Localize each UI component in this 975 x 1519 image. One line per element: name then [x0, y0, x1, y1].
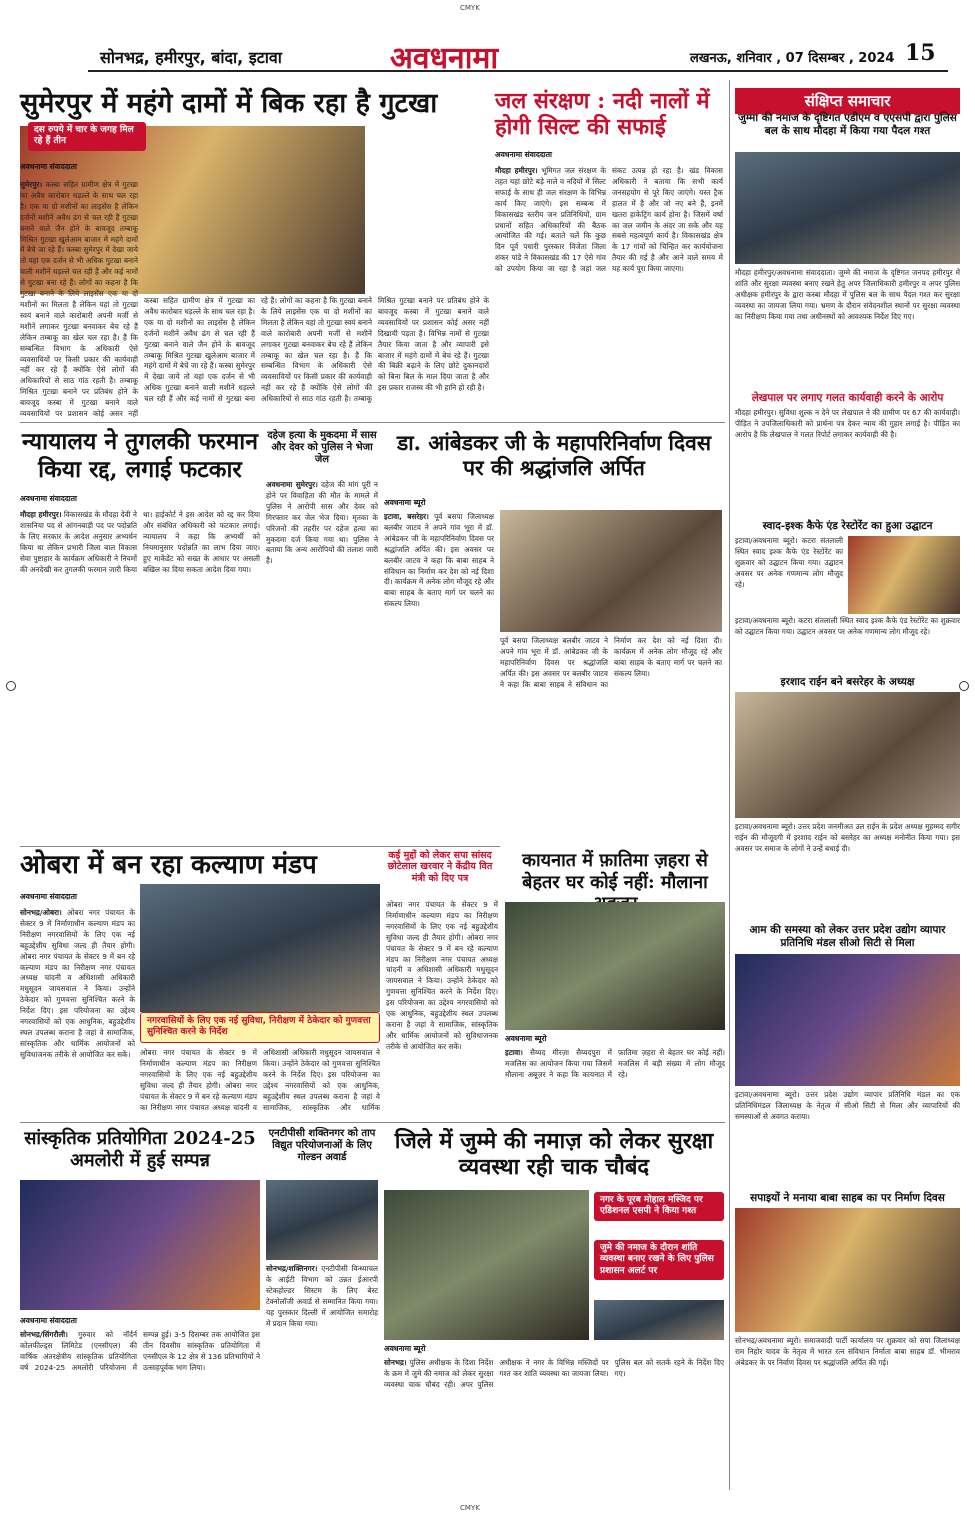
article-text: कस्बा सहित ग्रामीण क्षेत्र में गुटखा का अवैध कारोबार धड़ल्ले के साथ चल रहा है। एक या दो मशीनों का लाइसेंस है लेकिन दर्जनों मशीनें अवैध ढंग से चल रही हैं गुटखा बनाने वाले जैन होने के बावजूद तम्बाकू मिश्रित गुटखा खुलेआम बाजार में महंगे दामों में बेचे जा रहे हैं। कस्बा सुमेरपुर में देखा जाये तो यहां एक दर्जन से भी अधिक गुटखा बनाने वाली मशीनें धड़ल्ले चल रही हैं और कई नामों से गुटखा बना रहे हैं। लोगों का कहना है कि गुटखा बनाने के लिये लाइसेंस एक या दो मशीनों का मिलता है लेकिन यहां तो गुटखा स्वयं बनाने वाले कारोबारी अपनी मर्जी से मशीनें लगाकर गुटखा बनवाकर बेच रहे हैं लेकिन तम्बाकू का खेल चल रहा है। हैं कि सम्बन्धित विभाग के अधिकारी ऐसे व्यवसायियों पर किसी प्रकार की कार्यवाही नहीं कर रहे हैं क्योंकि ऐसे लोगों की अधिकारियों से साठ गांठ रहती है। तम्बाकू मिश्रित गुटखा बनाने पर प्रतिबंध होने के बावजूद कस्बा में गुटखा बनाने वाले व्यवसायियों पर प्रशासन कोई असर नहीं	[20, 180, 138, 419]
article-text: सैय्यद मीरज़ा सैय्यदपुरा में मजलिस का आयोजन किया गया जिसमें मौलाना अबूज़र ने कहा कि कायनात में फ़ातिमा ज़हरा से बेहतर घर कोई नहीं। मजलिस में बड़ी संख्या में लोग मौजूद रहे।	[505, 1048, 725, 1079]
photo-cafe	[848, 536, 960, 614]
byline: अवधनामा ब्यूरो	[384, 498, 426, 507]
article-text: दहेज की मांग पूरी न होने पर विवाहिता की मौत के मामले में पुलिस ने आरोपी सास और देवर को गिरफ्तार कर जेल भेज दिया। मृतका के परिजनों की तहरीर पर दहेज हत्या का मुकदमा दर्ज किया गया था। पुलिस ने बताया कि अन्य आरोपियों की तलाश जारी है।	[266, 480, 378, 566]
registration-mark-icon	[959, 681, 969, 691]
byline: अवधनामा संवाददाता	[20, 1316, 77, 1325]
byline: अवधनामा ब्यूरो	[384, 1344, 426, 1353]
dateline: सोनभद्र/सिंगरौली।	[20, 1330, 68, 1339]
photo-obra	[140, 884, 380, 1012]
cmyk-label: CMYK	[460, 1504, 480, 1512]
photo-patrol	[735, 152, 960, 264]
headline-water	[495, 88, 725, 141]
article-text: पूर्व बसपा जिलाध्यक्ष बलबीर जाटव ने अपने गांव भूरा में डॉ. आंबेडकर जी के महापरिनिर्वाण दिवस पर श्रद्धांजलि अर्पित की। इस अवसर पर बलबीर जाटव ने कहा कि बाबा साहब ने संविधान का निर्माण कर देश को नई दिशा दी। कार्यक्रम में अनेक लोग मौजूद रहे और बाबा साहब के बताए मार्ग पर चलने का संकल्प लिया।	[384, 512, 494, 609]
headline-ntpc: एनटीपीसी शक्तिनगर को ताप विद्युत परियोजनाओं के लिए गोल्डन अवार्ड	[268, 1128, 376, 1163]
dateline: सोनभद्र/शक्तिनगर।	[266, 1264, 318, 1273]
dateline: सोनभद्र।	[384, 1358, 407, 1367]
article-text: भूमिगत जल संरक्षण के तहत यहां छोटे बड़े नाले व नदियों में सिल्ट सफाई के साथ ही जल संरक्षण के विभिन्न कार्य किए जाएंगे। इस सम्बन्ध में विकासखंड स्तरीय जन प्रतिनिधियों, ग्राम प्रधानों सहित अधिकारियों की बैठक आयोजित की गई। बताते चलें कि कुछ दिन पूर्व पधारी पुरस्कार विजेता जिला शंकर पांडे ने विकासखंड की 17 ऐसे गांव को उपयोग किया जा रहा है जहां जल संकट उत्पन्न हो रहा है। खंड विकास अधिकारी ने बताया कि सभी कार्य जनसहयोग से पूरे किए जाएंगे। यस्त ट्रैक हालत में है और जो नए बने हैं, इनमें खतरा हाकेट्रिंग कार्य होना है। जिसमें वर्षा का जल जमीन के अंदर जा सके और यह सबसे महत्वपूर्ण कार्य है। विकासखंड क्षेत्र के 17 गांवों को चिन्हित कर कार्ययोजना तैयार की गई है और आने वाले समय में यह कार्य पूरा किया जाएगा।	[495, 166, 723, 274]
photo-traders	[735, 954, 960, 1086]
article-text: गुरुवार को नॉर्दर्न कोलफील्ड्स लिमिटेड (एनसीएल) की वार्षिक अंतरक्षेत्रीय सांस्कृतिक प्रतियोगिता वर्ष 2024-25 अमलोरी परियोजना में सम्पन्न हुई। 3-5 दिसम्बर तक आयोजित इस तीन दिवसीय सांस्कृतिक प्रतियोगिता में एनसीएल के 12 क्षेत्र से 136 प्रतिभागियों ने उत्साहपूर्वक भाग लिया।	[20, 1330, 260, 1372]
divider	[20, 422, 725, 423]
column-divider	[729, 80, 730, 1490]
byline: अवधनामा संवाददाता	[20, 494, 77, 503]
side-text-1: मौदहा हमीरपुर/अवधनामा संवाददाता। जुम्मे की नमाज के दृष्टिगत जनपद हमीरपुर में शांति और सुरक्षा व्यवस्था बनाए रखने हेतु अपर जिलाधिकारी हमीरपुर व अपर पुलिस अधीक्षक हमीरपुर के द्वारा कस्बा मौदहा में पुलिस बल के साथ पैदल गश्त कर सुरक्षा व्यवस्था का जायजा लिया गया। भ्रमण के दौरान संवेदनशील स्थानों पर सुरक्षा व्यवस्था का निरीक्षण किया गया तथा अधीनस्थों को आवश्यक निर्देश दिए गए।	[735, 268, 960, 321]
article-text: ओबरा नगर पंचायत के सेक्टर 9 में निर्माणाधीन कल्याण मंडप का निरीक्षण नगरवासियों के लिए एक नई बहुउद्देशीय सुविधा जल्द ही तैयार होगी। ओबरा नगर पंचायत के सेक्टर 9 में बन रहे कल्याण मंडप का निरीक्षण नगर पंचायत अध्यक्ष चांदनी व अधिशासी अधिकारी मधुसूदन जायसवाल ने किया। उन्होंने ठेकेदार को गुणवत्ता सुनिश्चित करने के निर्देश दिए। इस परियोजना का उद्देश्य नगरवासियों को एक आधुनिक, बहुउद्देशीय स्थल उपलब्ध कराना है जहां वे सामाजिक, सांस्कृतिक और धार्मिक आयोजनों को सुविधाजनक तरीके से आयोजित कर सकें।	[20, 908, 135, 1059]
byline: अवधनामा ब्यूरो	[505, 1034, 547, 1043]
divider	[20, 1122, 725, 1123]
header-date: लखनऊ, शनिवार , 07 दिसम्बर , 2024	[690, 51, 895, 66]
article-body	[384, 512, 494, 842]
dateline: सुमेरपुर।	[20, 180, 43, 189]
photo-ambedkar	[500, 510, 722, 632]
article-text: विकासखंड के मौदहा देवी ने शासनिया पद से आंगनबाड़ी पद पर पदोन्नति के लिए सरकार के आदेश अनुसार अभ्यर्थन किया था लेकिन प्रभारी जिला बाल विकास सेवा पुष्टाहार के कार्यक्रम अधिकारी ने नियमों की अनदेखी कर तुगलकी फरमान जारी किया था। हाईकोर्ट ने इस आदेश को रद्द कर दिया और संबंधित अधिकारी को फटकार लगाई। न्यायालय ने कहा कि अभ्यर्थी को नियमानुसार पदोन्नति का लाभ दिया जाए। हुए माकेंडेंट को सख्त के आधार पर असली बखिल का दिया सकता आदेश दिया गया।	[20, 510, 260, 574]
article-body	[266, 1264, 378, 1490]
cmyk-label: CMYK	[460, 4, 480, 12]
byline: अवधनामा संवाददाता	[495, 150, 552, 159]
article-body	[384, 1358, 724, 1490]
side-headline-6: सपाइयों ने मनाया बाबा साहब का पर निर्माण दिवस	[750, 1192, 945, 1204]
side-text-4: इटावा/अवधनामा ब्यूरो। उत्तर प्रदेश जनमीअत उल राईन के प्रदेश अध्यक्ष मुहम्मद सगीर राईन की मौजूदगी में इरशाद राईन को बसरेहर का अध्यक्ष मनोनीत किया गया। इस अवसर पर समाज के लोगों ने उन्हें बधाई दी।	[735, 822, 960, 853]
headline-ambedkar: डा. आंबेडकर जी के महापरिनिर्वाण दिवस पर की श्रद्धांजलि अर्पित	[396, 430, 712, 481]
side-text-3b: इटावा/अवधनामा ब्यूरो। कटरा संतलाली स्थित स्वाद इश्क कैफे एंड रेस्टोरेंट का शुक्रवार को उद्घाटन किया गया। उद्घाटन अवसर पर अनेक गणमान्य लोग मौजूद रहे।	[735, 616, 960, 636]
headline-court: न्यायालय ने तुगलकी फरमान किया रद्द, लगाई फटकार	[22, 428, 258, 483]
photo-irshad	[735, 692, 960, 818]
article-body	[20, 510, 260, 840]
side-headline-2: लेखपाल पर लगाए गलत कार्यवाही करने के आरोप	[751, 392, 944, 404]
photo-ntpc	[266, 1180, 378, 1260]
divider	[20, 846, 500, 847]
byline: अवधनामा संवाददाता	[20, 162, 77, 171]
article-text: पुलिस अधीक्षक के दिशा निर्देश के क्रम में जुमे की नमाज को लेकर सुरक्षा व्यवस्था चाक चौबंद रही। अपर पुलिस अधीक्षक ने नगर के विभिन्न मस्जिदों पर गश्त कर शांति व्यवस्था का जायजा लिया। पुलिस बल को सतर्क रहने के निर्देश दिए गए।	[384, 1358, 724, 1389]
page-number: 15	[905, 40, 936, 66]
headline-gutkha: सुमेरपुर में महंगे दामों में बिक रहा है गुटखा	[20, 88, 438, 119]
side-headline-5: आम की समस्या को लेकर उत्तर प्रदेश उद्योग व्यापार प्रतिनिधि मंडल सीओ सिटी से मिला	[749, 924, 946, 949]
dateline: मौदहा हमीरपुर।	[20, 510, 62, 519]
article-text: एनटीपीसी विन्ध्याचल के आईटी विभाग को उन्नत ईआरपी स्टेकहोल्डर सिस्टम के लिए बेस्ट टेक्नोलॉजी अवार्ड से सम्मानित किया गया। यह पुरस्कार दिल्ली में आयोजित समारोह में प्रदान किया गया।	[266, 1264, 378, 1328]
headline-namaz: जिले में जुम्मे की नमाज़ को लेकर सुरक्षा व्यवस्था रही चाक चौबंद	[394, 1128, 714, 1181]
byline: अवधनामा संवाददाता	[20, 892, 77, 901]
side-headline-4: इरशाद राईन बने बसरेहर के अध्यक्ष	[780, 676, 915, 688]
header-locations: सोनभद्र, हमीरपुर, बांदा, इटावा	[100, 48, 282, 67]
article-body	[505, 1048, 725, 1118]
article-body	[20, 180, 138, 420]
dateline: अवधनामा सुमेरपुर।	[266, 480, 318, 489]
article-body: पूर्व बसपा जिलाध्यक्ष बलबीर जाटव ने अपने गांव भूरा में डॉ. आंबेडकर जी के महापरिनिर्वाण दिवस पर श्रद्धांजलि अर्पित की। इस अवसर पर बलबीर जाटव ने कहा कि बाबा साहब ने संविधान का निर्माण कर देश को नई दिशा दी। कार्यक्रम में अनेक लोग मौजूद रहे और बाबा साहब के बताए मार्ग पर चलने का संकल्प लिया।	[500, 636, 722, 689]
dateline: इटावा, बसरेहर।	[384, 512, 429, 521]
photo-namaz	[384, 1190, 589, 1340]
callout-gutkha: दस रुपये में चार के जगह मिल रहे हैं तीन	[28, 122, 146, 151]
callout-namaz-1: नगर के पूरब मोहाल मस्जिद पर एडिशनल एसपी ने किया गश्त	[594, 1192, 724, 1221]
dateline: सोनभद्र/ओबरा।	[20, 908, 62, 917]
headline-water-text: जल संरक्षण : नदी नालों में होगी सिल्ट की सफाई	[495, 88, 710, 141]
side-headline-1: जुम्मा की नमाज के दृष्टिगत एडीएम व एएसपी द्वारा पुलिस बल के साथ मौदहा में किया गया पैदल गश्त	[738, 112, 957, 137]
article-body: ओबरा नगर पंचायत के सेक्टर 9 में निर्माणाधीन कल्याण मंडप का निरीक्षण नगरवासियों के लिए एक नई बहुउद्देशीय सुविधा जल्द ही तैयार होगी। ओबरा नगर पंचायत के सेक्टर 9 में बन रहे कल्याण मंडप का निरीक्षण नगर पंचायत अध्यक्ष चांदनी व अधिशासी अधिकारी मधुसूदन जायसवाल ने किया। उन्होंने ठेकेदार को गुणवत्ता सुनिश्चित करने के निर्देश दिए। इस परियोजना का उद्देश्य नगरवासियों को एक आधुनिक, बहुउद्देशीय स्थल उपलब्ध कराना है जहां वे सामाजिक, सांस्कृतिक और धार्मिक आयोजनों को सुविधाजनक तरीके से आयोजित कर सकें।	[386, 900, 498, 1051]
side-text-2: मौदहा हमीरपुर। सुविधा शुल्क न देने पर लेखपाल ने की ग्रामीण पर 67 की कार्यवाही। पीड़ित ने उपजिलाधिकारी को प्रार्थना पत्र देकर न्याय की गुहार लगाई है। पीड़ित का आरोप है कि लेखपाल ने गलत रिपोर्ट लगाकर कार्यवाही की है।	[735, 408, 960, 439]
article-body	[20, 1330, 260, 1490]
article-body	[495, 166, 723, 416]
photo-namaz-2	[594, 1300, 724, 1340]
side-text-6: सोनभद्र/अवधनामा ब्यूरो। समाजवादी पार्टी कार्यालय पर शुक्रवार को सपा जिलाध्यक्ष राम निहोर यादव के नेतृत्व में भारत रत्न संविधान निर्माता बाबा साहब डॉ. भीमराव अंबेडकर के पर निर्वाण दिवस पर श्रद्धांजलि अर्पित की गई।	[735, 1336, 960, 1367]
article-body	[20, 908, 135, 1118]
dateline: इटावा।	[505, 1048, 523, 1057]
side-text-5: इटावा/अवधनामा ब्यूरो। उत्तर प्रदेश उद्योग व्यापार प्रतिनिधि मंडल का एक प्रतिनिधिमंडल जिलाध्यक्ष के नेतृत्व में सीओ सिटी से मिला और व्यापारियों की समस्याओं से अवगत कराया।	[735, 1090, 960, 1121]
dateline: मौदहा हमीरपुर।	[495, 166, 538, 175]
headline-dowry: दहेज हत्या के मुकदमा में सास और देवर को पुलिस ने भेजा जेल	[267, 430, 377, 465]
article-body	[266, 480, 378, 840]
headline-fatima: कायनात में फ़ातिमा ज़हरा से बेहतर घर कोई नहीं: मौलाना	[522, 850, 708, 893]
side-text-3: इटावा/अवधनामा ब्यूरो। कटरा संतलाली स्थित स्वाद इश्क कैफे एंड रेस्टोरेंट का शुक्रवार को उद्घाटन किया गया। उद्घाटन अवसर पर अनेक गणमान्य लोग मौजूद रहे।	[735, 536, 843, 589]
photo-majlis	[505, 902, 725, 1030]
registration-mark-icon	[6, 681, 16, 691]
photo-sp-event	[735, 1208, 960, 1332]
callout-obra: नगरवासियों के लिए एक नई सुविधा, निरीक्षण में ठेकेदार को गुणवत्ता सुनिश्चित करने के निर्देश	[140, 1012, 380, 1043]
masthead-logo: अवधनामा	[390, 41, 499, 76]
sidebar-title: संक्षिप्त समाचार	[735, 88, 960, 114]
article-body: कस्बा सहित ग्रामीण क्षेत्र में गुटखा का अवैध कारोबार धड़ल्ले के साथ चल रहा है। एक या दो मशीनों का लाइसेंस है लेकिन दर्जनों मशीनें अवैध ढंग से चल रही हैं गुटखा बनाने वाले जैन होने के बावजूद तम्बाकू मिश्रित गुटखा खुलेआम बाजार में महंगे दामों में बेचे जा रहे हैं। कस्बा सुमेरपुर में देखा जाये तो यहां एक दर्जन से भी अधिक गुटखा बनाने वाली मशीनें धड़ल्ले चल रही हैं और कई नामों से गुटखा बना रहे हैं। लोगों का कहना है कि गुटखा बनाने के लिये लाइसेंस एक या दो मशीनों का मिलता है लेकिन यहां तो गुटखा स्वयं बनाने वाले कारोबारी अपनी मर्जी से मशीनें लगाकर गुटखा बनवाकर बेच रहे हैं लेकिन तम्बाकू का खेल चल रहा है। हैं कि सम्बन्धित विभाग के अधिकारी ऐसे व्यवसायियों पर किसी प्रकार की कार्यवाही नहीं कर रहे हैं क्योंकि ऐसे लोगों की अधिकारियों से साठ गांठ रहती है। तम्बाकू मिश्रित गुटखा बनाने पर प्रतिबंध होने के बावजूद कस्बा में गुटखा बनाने वाले व्यवसायियों पर प्रशासन कोई असर नहीं दिखायी पड़ता है। विभिन्न नामों से गुटखा तैयार किया जाता है और व्यापारी इसे बाजार में महंगे दामों में बेच रहे हैं। गुटखा की बिक्री बढ़ाने के लिए छोटे दुकानदारों को बिना बिल के माल दिया जाता है और इस प्रकार राजस्व की भी हानि हो रही है।	[144, 296, 489, 404]
headline-mp-letter: कई मुद्दों को लेकर सपा सांसद छोटेलाल खरवार ने केंद्रीय वित मंत्री को दिए पत्र	[387, 850, 493, 884]
side-headline-3: स्वाद-इश्क कैफे एंड रेस्टोरेंट का हुआ उद्घाटन	[762, 520, 933, 532]
headline-obra: ओबरा में बन रहा कल्याण मंडप	[20, 850, 317, 880]
photo-cultural	[20, 1180, 260, 1310]
headline-cultural: सांस्कृतिक प्रतियोगिता 2024-25 अमलोरी में हुई सम्पन्न	[24, 1128, 256, 1171]
callout-namaz-2: जुमे की नमाज के दौरान शांति व्यवस्था बनाए रखने के लिए पुलिस प्रशासन अलर्ट पर	[594, 1240, 724, 1280]
article-body: ओबरा नगर पंचायत के सेक्टर 9 में निर्माणाधीन कल्याण मंडप का निरीक्षण नगरवासियों के लिए एक नई बहुउद्देशीय सुविधा जल्द ही तैयार होगी। ओबरा नगर पंचायत के सेक्टर 9 में बन रहे कल्याण मंडप का निरीक्षण नगर पंचायत अध्यक्ष चांदनी व अधिशासी अधिकारी मधुसूदन जायसवाल ने किया। उन्होंने ठेकेदार को गुणवत्ता सुनिश्चित करने के निर्देश दिए। इस परियोजना का उद्देश्य नगरवासियों को एक आधुनिक, बहुउद्देशीय स्थल उपलब्ध कराना है जहां वे सामाजिक, सांस्कृतिक और धार्मिक	[140, 1048, 380, 1112]
